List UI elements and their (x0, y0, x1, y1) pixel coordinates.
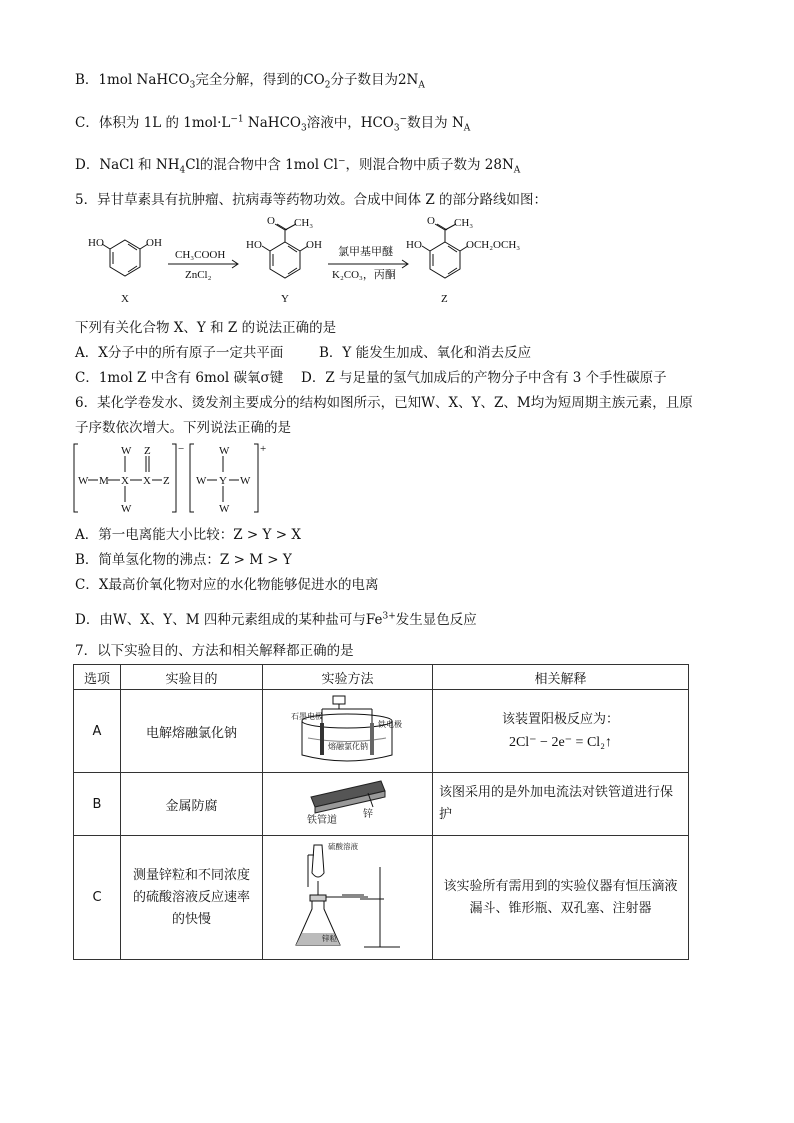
arrow2-bottom: K₂CO₃，丙酮 (332, 269, 396, 281)
q6-structure (70, 440, 290, 518)
y-ch3-label: CH₃ (294, 217, 314, 229)
z-benzene-ring (430, 242, 460, 278)
header-method: 实验方法 (263, 665, 433, 690)
q6-option-d: D．由W、X、Y、M 四种元素组成的某种盐可与$Fe^{3+}$发生显色反应 (75, 611, 477, 628)
experiment-table (73, 664, 689, 960)
y-ho-label: HO (246, 239, 262, 251)
struct-w-top2: W (219, 445, 230, 457)
struct-m: M (99, 475, 109, 487)
row-b-explain: 该图采用的是外加电流法对铁管道进行保护 (433, 773, 689, 836)
row-c-explain: 该实验所有需用到的实验仪器有恒压滴液漏斗、锥形瓶、双孔塞、注射器 (433, 836, 689, 960)
zinc-label: 锌 (362, 809, 373, 820)
z-och2och3-label: OCH₂OCH₃ (466, 239, 521, 251)
struct-w-bottom: W (121, 503, 132, 515)
row-b-option: B (74, 773, 121, 836)
synthesis-scheme (70, 212, 570, 312)
row-a-option: A (74, 690, 121, 773)
molten-nacl-label: 熔融氯化钠 (327, 742, 368, 751)
z-label: Z (441, 293, 448, 305)
header-explain: 相关解释 (433, 665, 689, 690)
row-a-figure (263, 690, 433, 773)
z-ho-label: HO (406, 239, 422, 251)
q5-option-b: B．Y 能发生加成、氧化和消去反应 (319, 345, 532, 361)
sulfuric-acid-label: 硫酸溶液 (327, 841, 358, 851)
struct-y: Y (219, 475, 227, 487)
x-oh-label: OH (146, 237, 162, 249)
rate-apparatus (288, 837, 408, 955)
row-a-explain: 该装置阳极反应为： 2Cl⁻ − 2e⁻ = Cl₂↑ (433, 690, 689, 773)
table-row (74, 836, 689, 960)
q6-option-a: A．第一电离能大小比较：Z > Y > X (75, 527, 301, 543)
struct-z-right: Z (163, 475, 170, 487)
q5-question: 下列有关化合物 X、Y 和 Z 的说法正确的是 (75, 320, 337, 336)
arrow1-top: CH₃COOH (175, 249, 226, 261)
x-label: X (121, 293, 129, 305)
arrow2-top: 氯甲基甲醚 (338, 246, 393, 258)
row-b-purpose: 金属防腐 (121, 773, 263, 836)
q7-stem: 7．以下实验目的、方法和相关解释都正确的是 (75, 643, 354, 659)
table-row (74, 690, 689, 773)
y-label: Y (281, 293, 289, 305)
q5-option-a: A．X分子中的所有原子一定共平面 (75, 345, 284, 361)
struct-w-top: W (121, 445, 132, 457)
q5-option-d: D．Z 与足量的氢气加成后的产物分子中含有 3 个手性碳原子 (301, 370, 667, 386)
q6-stem-line2: 子序数依次增大。下列说法正确的是 (75, 420, 291, 436)
graphite-electrode-label: 石墨电极 (290, 712, 323, 721)
table-row (74, 773, 689, 836)
option-c-prev: C．体积为 1L 的 $1mol\cdot L^{-1}$ NaHCO$_3$溶液中，$HCO_3^-$数目为 $N_A$ (75, 114, 471, 134)
zinc-granule-label: 锌粒 (321, 933, 337, 943)
header-purpose: 实验目的 (121, 665, 263, 690)
struct-z-top: Z (144, 445, 151, 457)
option-d-prev: D．NaCl 和 $NH_4Cl$的混合物中含 1mol Cl−，则混合物中质子数为 $28N_A$ (75, 156, 521, 176)
pipe-zinc-figure (303, 777, 393, 827)
struct-w-bottom2: W (219, 503, 230, 515)
header-option: 选项 (74, 665, 121, 690)
y-o-label: O (267, 215, 275, 227)
option-b-prev: B．1mol NaHCO$_3$完全分解，得到的$CO_2$分子数目为$2N_A$ (75, 72, 425, 91)
x-ho-label: HO (88, 237, 104, 249)
z-ch3-label: CH₃ (454, 217, 474, 229)
electrolysis-apparatus (288, 693, 408, 765)
struct-w-left: W (78, 475, 89, 487)
z-o-label: O (427, 215, 435, 227)
struct-w-left2: W (196, 475, 207, 487)
row-c-option: C (74, 836, 121, 960)
row-b-figure (263, 773, 433, 836)
struct-minus: − (178, 443, 185, 455)
iron-electrode-label: 铁电极 (377, 720, 402, 729)
arrow1-bottom: ZnCl₂ (185, 269, 212, 281)
q5-stem: 5．异甘草素具有抗肿瘤、抗病毒等药物功效。合成中间体 Z 的部分路线如图： (75, 192, 548, 208)
q6-option-c: C．X最高价氧化物对应的水化物能够促进水的电离 (75, 577, 379, 593)
q6-option-b: B．简单氢化物的沸点：Z > M > Y (75, 552, 292, 568)
iron-pipe-label: 铁管道 (306, 815, 337, 826)
row-c-figure (263, 836, 433, 960)
y-benzene-ring (270, 242, 300, 278)
y-oh-label: OH (306, 239, 322, 251)
struct-w-right2: W (240, 475, 251, 487)
struct-plus: + (260, 443, 267, 455)
x-benzene-ring (110, 240, 140, 276)
struct-x2: X (143, 475, 151, 487)
row-a-purpose: 电解熔融氯化钠 (121, 690, 263, 773)
q5-option-c: C．1mol Z 中含有 6mol 碳氧σ键 (75, 370, 284, 386)
row-c-purpose: 测量锌粒和不同浓度的硫酸溶液反应速率的快慢 (121, 836, 263, 960)
q6-stem-line1: 6．某化学卷发水、烫发剂主要成分的结构如图所示，已知W、X、Y、Z、M均为短周期主族元素，且原 (75, 395, 693, 411)
struct-x1: X (121, 475, 129, 487)
